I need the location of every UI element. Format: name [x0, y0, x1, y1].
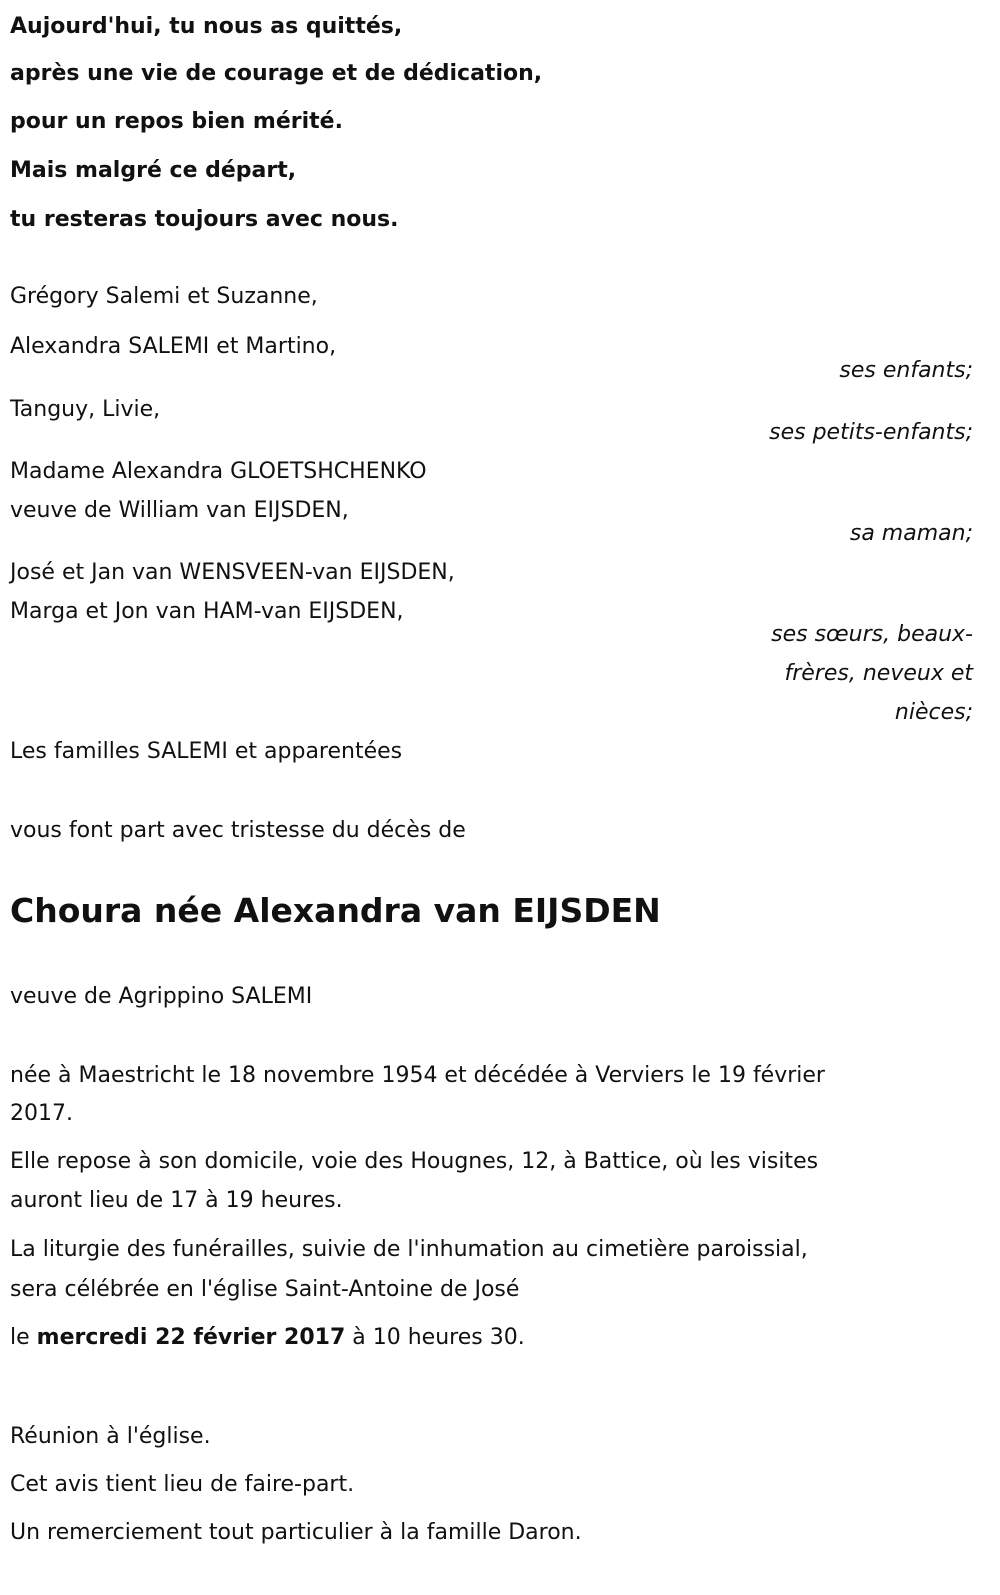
poem-line: Aujourd'hui, tu nous as quittés, [10, 14, 403, 39]
family-role: ses petits-enfants; [769, 420, 973, 445]
family-role: frères, neveux et [784, 661, 973, 686]
poem-line: après une vie de courage et de dédication, [10, 61, 543, 86]
family-name: Madame Alexandra GLOETSHCHENKO [10, 459, 427, 484]
family-name: Marga et Jon van HAM-van EIJSDEN, [10, 599, 404, 624]
family-role: sa maman; [849, 521, 973, 546]
ceremony-time: à 10 heures 30. [345, 1325, 525, 1350]
closing-line: Un remerciement tout particulier à la famille Daron. [10, 1520, 582, 1545]
family-role: ses enfants; [839, 358, 973, 383]
closing-line: Cet avis tient lieu de faire-part. [10, 1472, 355, 1497]
family-name: Grégory Salemi et Suzanne, [10, 284, 318, 309]
detail-line: sera célébrée en l'église Saint-Antoine de José [10, 1277, 520, 1302]
poem-line: pour un repos bien mérité. [10, 109, 343, 134]
family-name: José et Jan van WENSVEEN-van EIJSDEN, [10, 560, 455, 585]
detail-line: 2017. [10, 1101, 73, 1126]
poem-line: tu resteras toujours avec nous. [10, 207, 399, 232]
family-name: Les familles SALEMI et apparentées [10, 739, 403, 764]
detail-line: auront lieu de 17 à 19 heures. [10, 1188, 343, 1213]
ceremony-line [10, 1323, 525, 1353]
detail-line: Elle repose à son domicile, voie des Hougnes, 12, à Battice, où les visites [10, 1149, 819, 1174]
detail-line: La liturgie des funérailles, suivie de l'inhumation au cimetière paroissial, [10, 1237, 808, 1262]
widow-of: veuve de Agrippino SALEMI [10, 984, 313, 1009]
closing-line: Réunion à l'église. [10, 1424, 211, 1449]
family-role: nièces; [894, 700, 973, 725]
family-role: ses sœurs, beaux- [771, 622, 973, 647]
detail-line: née à Maestricht le 18 novembre 1954 et décédée à Verviers le 19 février [10, 1063, 825, 1088]
family-name: Tanguy, Livie, [10, 397, 161, 422]
family-name: veuve de William van EIJSDEN, [10, 498, 349, 523]
family-name: Alexandra SALEMI et Martino, [10, 334, 337, 359]
deceased-name: Choura née Alexandra van EIJSDEN [10, 891, 661, 930]
announcement: vous font part avec tristesse du décès de [10, 818, 466, 843]
ceremony-date: mercredi 22 février 2017 [36, 1325, 346, 1350]
poem-line: Mais malgré ce départ, [10, 158, 297, 183]
ceremony-prefix: le [10, 1325, 37, 1350]
